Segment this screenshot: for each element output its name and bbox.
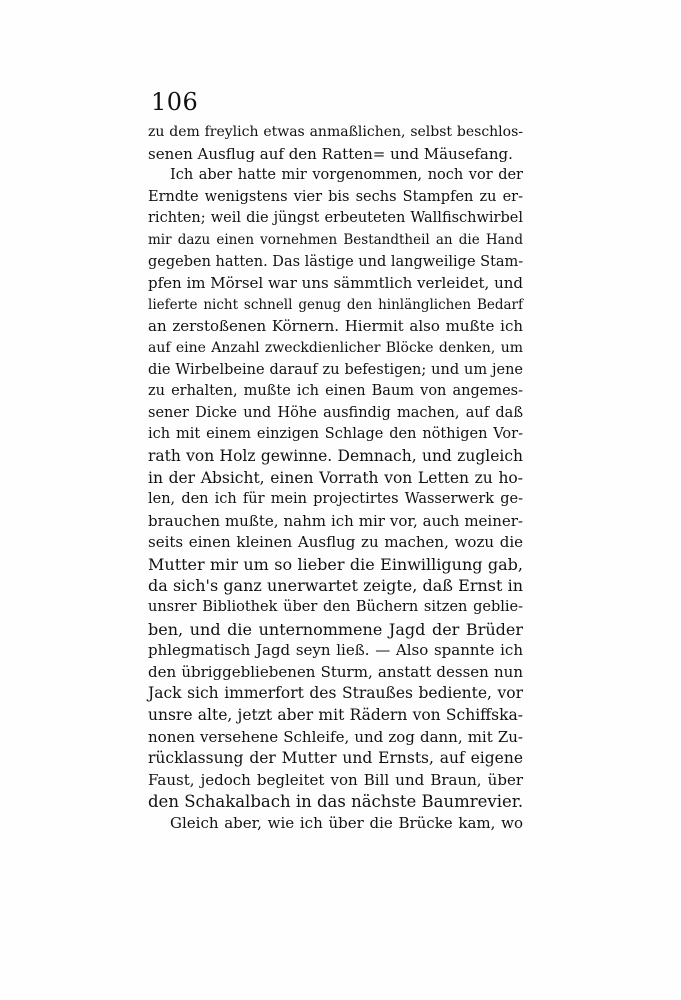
text-line: zu erhalten, mußte ich einen Baum von angemes- — [148, 383, 523, 400]
text-line: Mutter mir um so lieber die Einwilligung gab, — [148, 554, 523, 574]
text-line: in der Absicht, einen Vorrath von Letten zu ho- — [148, 468, 523, 487]
text-line: rath von Holz gewinne. Demnach, und zugleich — [148, 446, 523, 465]
text-line: seits einen kleinen Ausflug zu machen, wozu die — [148, 533, 523, 552]
text-line: mir dazu einen vornehmen Bestandtheil an die Hand — [148, 231, 523, 248]
text-line: unsrer Bibliothek über den Büchern sitzen geblie- — [148, 599, 523, 616]
text-line: ich mit einem einzigen Schlage den nöthigen Vor- — [148, 426, 523, 443]
text-line: richten; weil die jüngst erbeuteten Wallfischwirbel — [148, 210, 523, 227]
page-number: 106 — [151, 88, 199, 116]
text-line: an zerstoßenen Körnern. Hiermit also mußte ich — [148, 317, 523, 336]
text-line: lieferte nicht schnell genug den hinlänglichen Bedarf — [148, 296, 523, 313]
text-line: unsre alte, jetzt aber mit Rädern von Schiffska- — [148, 706, 523, 725]
text-line: zu dem freylich etwas anmaßlichen, selbst beschlos- — [148, 124, 523, 140]
text-line: die Wirbelbeine darauf zu befestigen; und um jene — [148, 361, 523, 378]
text-line: pfen im Mörsel war uns sämmtlich verleidet, und — [148, 274, 523, 293]
text-line: Ich aber hatte mir vorgenommen, noch vor der — [170, 167, 523, 184]
text-line: brauchen mußte, nahm ich mir vor, auch meiner- — [148, 511, 523, 530]
text-line: sener Dicke und Höhe ausfindig machen, auf daß — [148, 404, 523, 421]
text-line: senen Ausflug auf den Ratten= und Mäusefang. — [148, 144, 513, 163]
text-line: len, den ich für mein projectirtes Wasserwerk ge- — [148, 491, 523, 508]
text-line: Faust, jedoch begleitet von Bill und Braun, über — [148, 770, 523, 789]
body-text — [148, 122, 523, 835]
text-line: gegeben hatten. Das lästige und langweilige Stam- — [148, 253, 524, 270]
text-line: phlegmatisch Jagd seyn ließ. — Also spannte ich — [148, 641, 523, 660]
text-line: Erndte wenigstens vier bis sechs Stampfen zu er- — [148, 188, 523, 205]
text-line: den übriggebliebenen Sturm, anstatt dessen nun — [148, 662, 523, 681]
text-line: ben, und die unternommene Jagd der Brüder — [148, 619, 523, 639]
text-line: auf eine Anzahl zweckdienlicher Blöcke denken, um — [148, 339, 523, 356]
text-line: da sich's ganz unerwartet zeigte, daß Ernst in — [148, 576, 523, 596]
text-line: den Schakalbach in das nächste Baumrevier. — [148, 792, 524, 812]
text-line: Gleich aber, wie ich über die Brücke kam, wo — [170, 814, 523, 832]
text-line: rücklassung der Mutter und Ernsts, auf eigene — [148, 749, 523, 768]
text-line: nonen versehene Schleife, und zog dann, mit Zu- — [148, 727, 523, 746]
text-line: Jack sich immerfort des Straußes bediente, vor — [148, 684, 523, 703]
